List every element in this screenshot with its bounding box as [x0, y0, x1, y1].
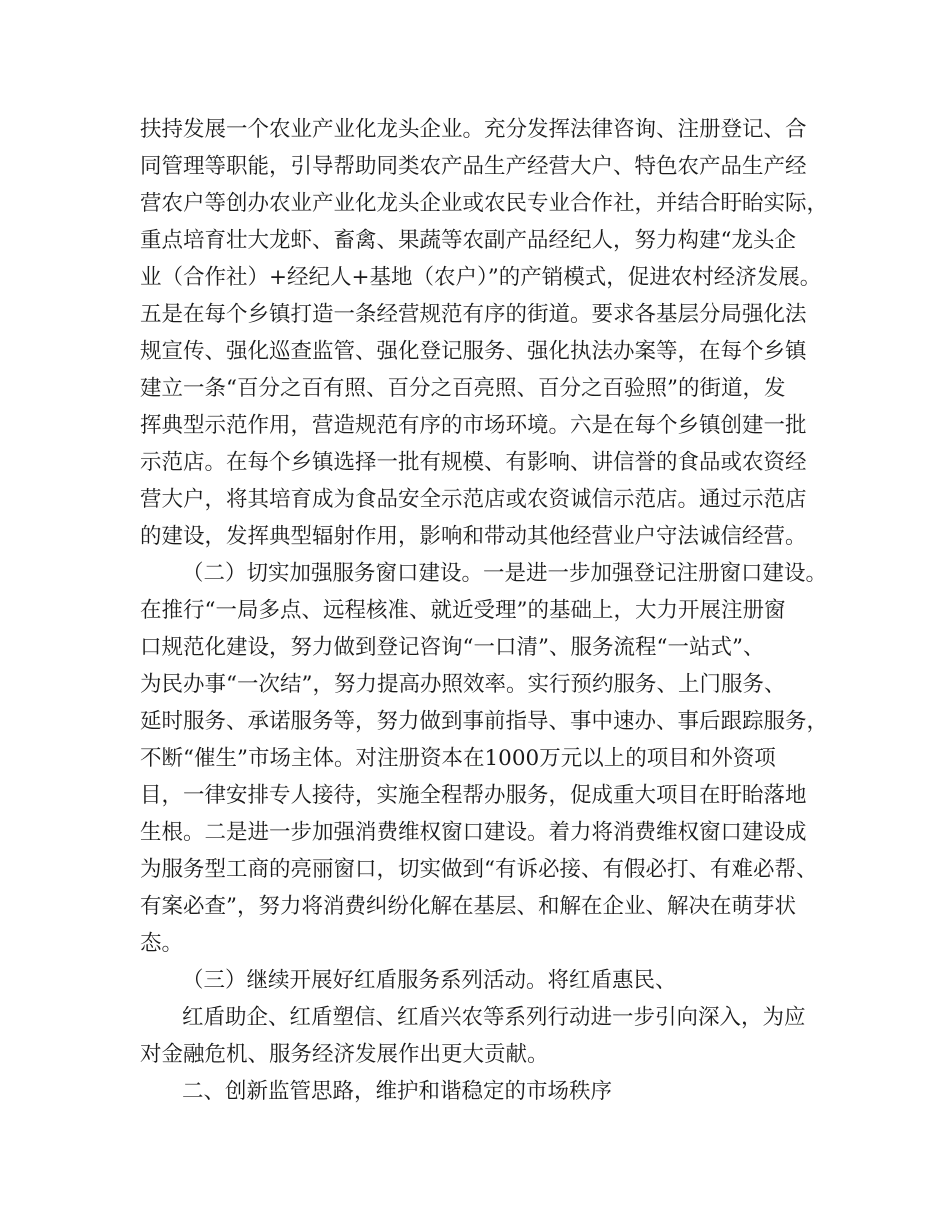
- paragraph-line: 红盾助企、红盾塑信、红盾兴农等系列行动进一步引向深入，为应: [182, 1005, 806, 1030]
- paragraph-line: 的建设，发挥典型辐射作用，影响和带动其他经营业户守法诚信经营。: [140, 524, 807, 549]
- paragraph-line: 五是在每个乡镇打造一条经营规范有序的街道。要求各基层分局强化法: [140, 302, 807, 327]
- paragraph-line: （二）切实加强服务窗口建设。一是进一步加强登记注册窗口建设。: [182, 561, 828, 586]
- paragraph-line: 业（合作社）+经纪人+基地（农户）”的产销模式，促进农村经济发展。: [140, 265, 822, 290]
- paragraph-line: 口规范化建设，努力做到登记咨询“一口清”、服务流程“一站式”、: [140, 635, 765, 660]
- paragraph-line: 为民办事“一次结”，努力提高办照效率。实行预约服务、上门服务、: [140, 672, 786, 697]
- paragraph-line: 规宣传、强化巡查监管、强化登记服务、强化执法办案等，在每个乡镇: [140, 339, 807, 364]
- paragraph-line: 有案必查”，努力将消费纠纷化解在基层、和解在企业、解决在萌芽状: [140, 894, 796, 919]
- paragraph-line: 目，一律安排专人接待，实施全程帮办服务，促成重大项目在盱眙落地: [140, 783, 807, 808]
- paragraph-line: 营大户，将其培育成为食品安全示范店或农资诚信示范店。通过示范店: [140, 487, 807, 512]
- paragraph-line: 扶持发展一个农业产业化龙头企业。充分发挥法律咨询、注册登记、合: [140, 117, 807, 142]
- paragraph-line: 态。: [140, 931, 184, 956]
- paragraph-line: 为服务型工商的亮丽窗口，切实做到“有诉必接、有假必打、有难必帮、: [140, 857, 818, 882]
- paragraph-line: 示范店。在每个乡镇选择一批有规模、有影响、讲信誉的食品或农资经: [140, 450, 807, 475]
- paragraph-line: （三）继续开展好红盾服务系列活动。将红盾惠民、: [182, 968, 677, 993]
- paragraph-line: 营农户等创办农业产业化龙头企业或农民专业合作社，并结合盱眙实际，: [140, 191, 829, 216]
- section-heading: 二、创新监管思路，维护和谐稳定的市场秩序: [182, 1079, 613, 1104]
- paragraph-line: 重点培育壮大龙虾、畜禽、果蔬等农副产品经纪人，努力构建“龙头企: [140, 228, 796, 253]
- paragraph-line: 同管理等职能，引导帮助同类农产品生产经营大户、特色农产品生产经: [140, 154, 807, 179]
- paragraph-line: 建立一条“百分之百有照、百分之百亮照、百分之百验照”的街道，发: [140, 376, 786, 401]
- paragraph-line: 挥典型示范作用，营造规范有序的市场环境。六是在每个乡镇创建一批: [140, 413, 807, 438]
- paragraph-line: 不断“催生”市场主体。对注册资本在1000万元以上的项目和外资项: [140, 746, 776, 771]
- paragraph-line: 在推行“一局多点、远程核准、就近受理”的基础上，大力开展注册窗: [140, 598, 786, 623]
- paragraph-line: 对金融危机、服务经济发展作出更大贡献。: [140, 1042, 549, 1067]
- paragraph-line: 生根。二是进一步加强消费维权窗口建设。着力将消费维权窗口建设成: [140, 820, 807, 845]
- paragraph-line: 延时服务、承诺服务等，努力做到事前指导、事中速办、事后跟踪服务，: [140, 709, 829, 734]
